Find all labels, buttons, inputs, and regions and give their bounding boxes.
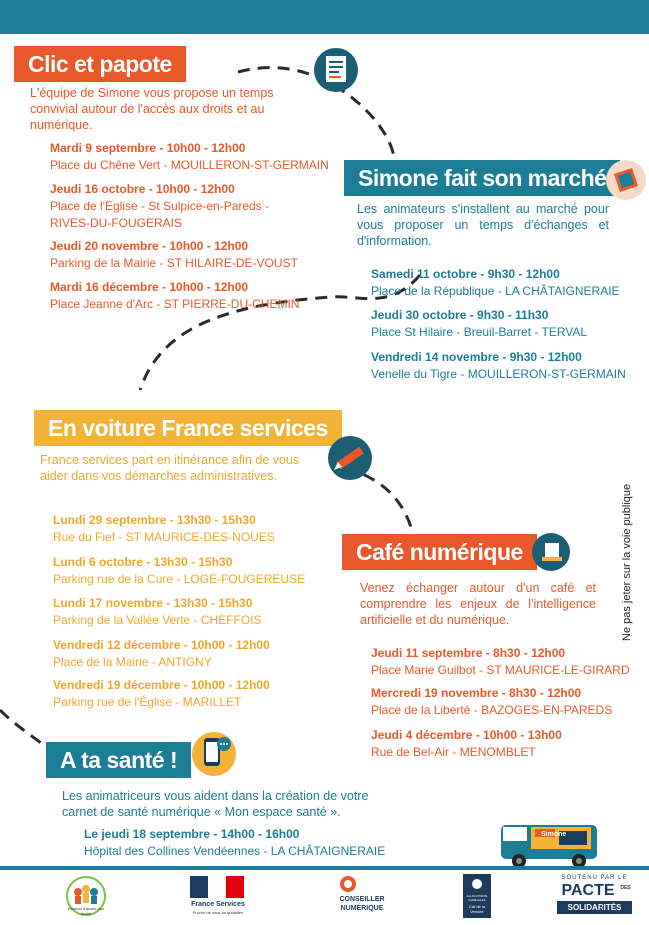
clic-description: L'équipe de Simone vous propose un temps convivial autour de l'accès aux droits et au numérique.: [30, 86, 274, 132]
pacte-solidarites-logo: SOUTENU PAR LE PACTE DES SOLIDARITÉS: [557, 875, 632, 915]
voiture-title: En voiture France services: [34, 410, 342, 446]
smartphone-icon: [192, 732, 236, 776]
vertical-note: Ne pas jeter sur la voie publique: [621, 483, 633, 641]
coffee-cup-icon: [532, 533, 570, 571]
clic-event-1: Mardi 9 septembre - 10h00 - 12h00 Place du Chêne Vert - MOUILLERON-ST-GERMAIN: [50, 141, 329, 172]
voiture-event-3: Lundi 17 novembre - 13h30 - 15h30 Parking de la Vallée Verte - CHEFFOIS: [53, 596, 262, 627]
sante-title: A ta santé !: [46, 742, 191, 778]
market-icon: [606, 160, 646, 200]
van-label: Simone: [541, 831, 567, 838]
document-icon: [314, 48, 358, 92]
cafe-description: Venez échanger autour d'un café et comprendre les enjeux de l'intelligence artificielle et du numérique.: [360, 581, 596, 627]
voiture-description: France services part en itinérance afin de vous aider dans vos démarches administratives.: [40, 453, 300, 483]
bottom-rule: [0, 866, 649, 870]
conseiller-numerique-logo: CONSEILLER NUMÉRIQUE: [332, 874, 392, 918]
clic-event-2: Jeudi 16 octobre - 10h00 - 12h00 Place de l'Eglise - St Sulpice-en-Pareds - RIVES-DU-FOUGERAIS: [50, 182, 270, 230]
caf-logo: ALLOCATIONS FAMILIALES Caf de la Vendée: [463, 874, 491, 918]
cafe-title: Café numérique: [342, 534, 537, 570]
sante-event-1: Le jeudi 18 septembre - 14h00 - 16h00 Hôpital des Collines Vendéennes - LA CHÂTAIGNERAIE: [84, 827, 386, 858]
cafe-event-3: Jeudi 4 décembre - 10h00 - 13h00 Rue de Bel-Air - MENOMBLET: [371, 728, 562, 759]
france-services-logo: France Services Proche de vous au quotidien: [188, 874, 248, 918]
marche-event-2: Jeudi 30 octobre - 9h30 - 11h30 Place St Hilaire - Breuil-Barret - TERVAL: [371, 308, 588, 339]
voiture-event-5: Vendredi 19 décembre - 10h00 - 12h00 Parking rue de l'Église - MARILLET: [53, 678, 270, 709]
voiture-event-4: Vendredi 12 décembre - 10h00 - 12h00 Place de la Mairie - ANTIGNY: [53, 638, 270, 669]
marche-description: Les animateurs s'installent au marché pour vous proposer un temps d'échanges et d'information.: [357, 202, 609, 248]
voiture-event-1: Lundi 29 septembre - 13h30 - 15h30 Rue du Fief - ST MAURICE-DES-NOUES: [53, 513, 275, 544]
marche-event-3: Vendredi 14 novembre - 9h30 - 12h00 Venelle du Tigre - MOUILLERON-ST-GERMAIN: [371, 350, 626, 381]
reseau-logo: Réseau d'accès aux droits: [64, 874, 108, 918]
clic-title: Clic et papote: [14, 46, 186, 82]
cafe-event-1: Jeudi 11 septembre - 8h30 - 12h00 Place Marie Guilbot - ST MAURICE-LE-GIRARD: [371, 646, 630, 677]
marche-title: Simone fait son marché: [344, 160, 620, 196]
clic-event-3: Jeudi 20 novembre - 10h00 - 12h00 Parking de la Mairie - ST HILAIRE-DE-VOUST: [50, 239, 298, 270]
clic-event-4: Mardi 16 décembre - 10h00 - 12h00 Place Jeanne d'Arc - ST PIERRE-DU-CHEMIN: [50, 280, 300, 311]
voiture-event-2: Lundi 6 octobre - 13h30 - 15h30 Parking rue de la Cure - LOGE-FOUGEREUSE: [53, 555, 306, 586]
van-illustration: [497, 817, 609, 873]
pencil-icon: [328, 436, 372, 480]
cafe-event-2: Mercredi 19 novembre - 8h30 - 12h00 Place de la Liberté - BAZOGES-EN-PAREDS: [371, 686, 613, 717]
sante-description: Les animatriceurs vous aident dans la création de votre carnet de santé numérique « Mon espace santé ».: [62, 789, 369, 819]
marche-event-1: Samedi 11 octobre - 9h30 - 12h00 Place de la République - LA CHÂTAIGNERAIE: [371, 267, 620, 298]
